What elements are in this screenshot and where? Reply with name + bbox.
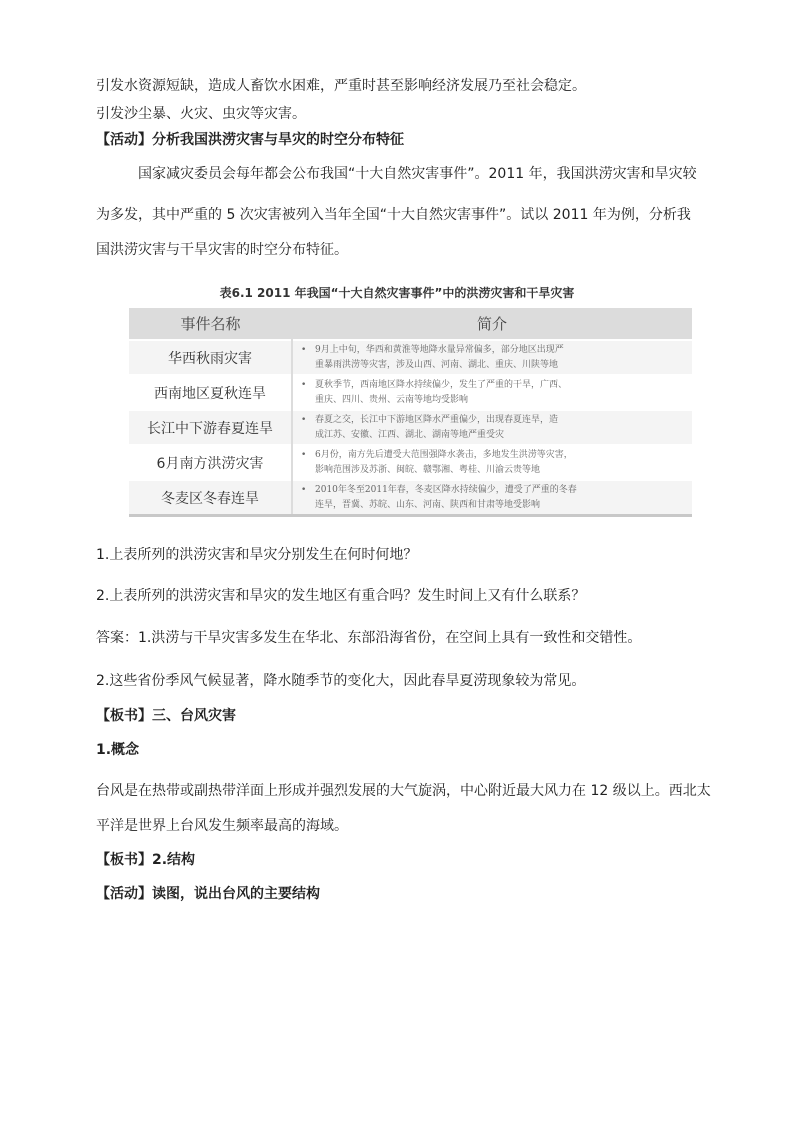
event-name: 华西秋雨灾害 [129, 340, 292, 375]
paragraph-line: 引发水资源短缺，造成人畜饮水困难，严重时甚至影响经济发展乃至社会稳定。 [96, 78, 586, 94]
table-header-name: 事件名称 [129, 308, 292, 340]
activity-heading: 【活动】分析我国洪涝灾害与旱灾的时空分布特征 [96, 132, 404, 148]
paragraph-line: 为多发，其中严重的 5 次灾害被列入当年全国“十大自然灾害事件”。试以 2011 年为例，分析我 [96, 207, 691, 223]
event-description: • 春夏之交，长江中下游地区降水严重偏少，出现春夏连旱，造 成江苏、安徽、江西、湖北、湖南等地严重受灾 [292, 410, 692, 445]
board-heading: 【板书】2.结构 [96, 852, 196, 868]
paragraph-line: 国洪涝灾害与干旱灾害的时空分布特征。 [96, 242, 348, 258]
event-description: • 夏秋季节，西南地区降水持续偏少，发生了严重的干旱，广西、 重庆、四川、贵州、云南等地均受影响 [292, 375, 692, 410]
board-heading: 【板书】三、台风灾害 [96, 708, 236, 724]
paragraph-line: 引发沙尘暴、火灾、虫灾等灾害。 [96, 106, 306, 122]
event-description: • 6月份，南方先后遭受大范围强降水袭击，多地发生洪涝等灾害， 影响范围涉及苏浙、闽皖、赣鄂湘、粤桂、川渝云贵等地 [292, 445, 692, 480]
event-name: 西南地区夏秋连旱 [129, 375, 292, 410]
answer-2: 2.这些省份季风气候显著，降水随季节的变化大，因此春旱夏涝现象较为常见。 [96, 673, 586, 689]
table-row [129, 445, 692, 480]
question-1: 1.上表所列的洪涝灾害和旱灾分别发生在何时何地？ [96, 547, 418, 563]
event-name: 长江中下游春夏连旱 [129, 410, 292, 445]
table-row [129, 480, 692, 516]
event-name: 冬麦区冬春连旱 [129, 480, 292, 516]
table-row [129, 375, 692, 410]
answer-1: 答案：1.洪涝与干旱灾害多发生在华北、东部沿海省份，在空间上具有一致性和交错性。 [96, 630, 642, 646]
event-name: 6月南方洪涝灾害 [129, 445, 292, 480]
paragraph-line: 国家减灾委员会每年都会公布我国“十大自然灾害事件”。2011 年，我国洪涝灾害和旱灾较 [138, 166, 697, 182]
table-row [129, 340, 692, 375]
disaster-table [129, 308, 692, 517]
paragraph-line: 平洋是世界上台风发生频率最高的海域。 [96, 818, 348, 834]
table-caption: 表6.1 2011 年我国“十大自然灾害事件”中的洪涝灾害和干旱灾害 [219, 286, 575, 300]
event-description: • 2010年冬至2011年春，冬麦区降水持续偏少，遭受了严重的冬春 连旱，晋冀、苏皖、山东、河南、陕西和甘肃等地受影响 [292, 480, 692, 516]
event-description: • 9月上中旬，华西和黄淮等地降水量异常偏多，部分地区出现严 重暴雨洪涝等灾害，涉及山西、河南、湖北、重庆、川陕等地 [292, 340, 692, 375]
table-row [129, 410, 692, 445]
question-2: 2.上表所列的洪涝灾害和旱灾的发生地区有重合吗？发生时间上又有什么联系？ [96, 588, 586, 604]
activity-heading: 【活动】读图，说出台风的主要结构 [96, 886, 320, 902]
section-concept: 1.概念 [96, 742, 140, 758]
table-header-desc: 简介 [292, 308, 692, 340]
paragraph-line: 台风是在热带或副热带洋面上形成并强烈发展的大气旋涡，中心附近最大风力在 12 级以上。西北太 [96, 783, 711, 799]
